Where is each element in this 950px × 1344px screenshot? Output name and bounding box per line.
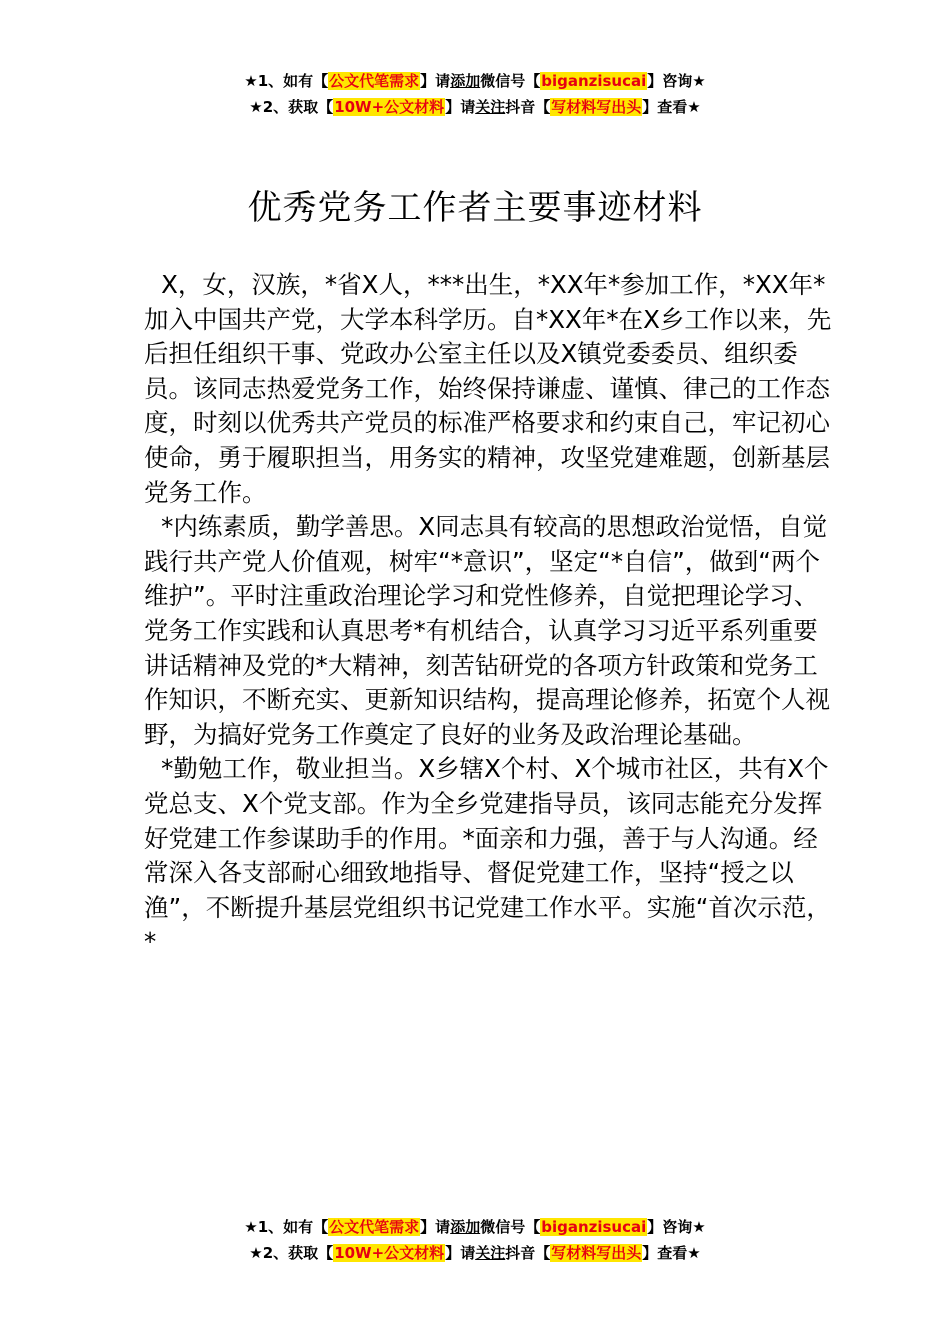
ad-text: ★1、如有【 xyxy=(244,72,329,90)
paragraph: *勤勉工作，敬业担当。X乡辖X个村、X个城市社区，共有X个党总支、X个党支部。作为全乡党建指导员，该同志能充分发挥好党建工作参谋助手的作用。*面亲和力强，善于与人沟通。经常深入各支部耐心细致地指导、督促党建工作，坚持“授之以渔”，不断提升基层党组织书记党建工作水平。实施“首次示范，* xyxy=(144,754,831,957)
paragraph: *内练素质，勤学善思。X同志具有较高的思想政治觉悟，自觉践行共产党人价值观，树牢“*意识”，坚定“*自信”，做到“两个维护”。平时注重政治理论学习和党性修养，自觉把理论学习、党务工作实践和认真思考*有机结合，认真学习习近平系列重要讲话精神及党的*大精神，刻苦钻研党的各项方针政策和党务工作知识，不断充实、更新知识结构，提高理论修养，拓宽个人视野，为搞好党务工作奠定了良好的业务及政治理论基础。 xyxy=(144,512,830,749)
document-title: 优秀党务工作者主要事迹材料 xyxy=(247,188,703,228)
ad-text: ★1、如有【 xyxy=(244,1218,329,1236)
ad-highlight-douyin-id: 写材料写出头 xyxy=(551,1244,642,1262)
ad-text: 】查看★ xyxy=(642,1244,701,1262)
ad-text: 抖音【 xyxy=(505,98,551,116)
top-ad-banner xyxy=(0,68,950,120)
ad-line-1 xyxy=(0,68,950,94)
ad-highlight: 公文代笔需求 xyxy=(329,1218,420,1236)
ad-highlight-wechat-id: biganzisucai xyxy=(541,1218,647,1236)
ad-highlight-douyin-id: 写材料写出头 xyxy=(551,98,642,116)
ad-text: 】请 xyxy=(420,72,451,90)
ad-text: 】请 xyxy=(420,1218,451,1236)
ad-underline: 添加 xyxy=(450,72,481,90)
ad-text: 】请 xyxy=(445,98,476,116)
ad-text: ★2、获取【 xyxy=(249,1244,334,1262)
ad-highlight: 10W+公文材料 xyxy=(334,1244,445,1262)
ad-underline: 添加 xyxy=(450,1218,481,1236)
ad-text: ★2、获取【 xyxy=(249,98,334,116)
ad-highlight-wechat-id: biganzisucai xyxy=(541,72,647,90)
ad-text: 】咨询★ xyxy=(647,72,706,90)
ad-text: 抖音【 xyxy=(505,1244,551,1262)
bottom-ad-banner xyxy=(0,1214,950,1266)
ad-line-2 xyxy=(0,1240,950,1266)
ad-line-1 xyxy=(0,1214,950,1240)
ad-text: 】查看★ xyxy=(642,98,701,116)
ad-text: 微信号【 xyxy=(480,72,541,90)
ad-highlight: 10W+公文材料 xyxy=(334,98,445,116)
ad-underline: 关注 xyxy=(475,98,506,116)
ad-text: 微信号【 xyxy=(480,1218,541,1236)
ad-underline: 关注 xyxy=(475,1244,506,1262)
document-body xyxy=(144,268,834,960)
paragraph: X，女，汉族，*省X人，***出生，*XX年*参加工作，*XX年*加入中国共产党，大学本科学历。自*XX年*在X乡工作以来，先后担任组织干事、党政办公室主任以及X镇党委委员、组织委员。该同志热爱党务工作，始终保持谦虚、谨慎、律己的工作态度，时刻以优秀共产党员的标准严格要求和约束自己，牢记初心使命，勇于履职担当，用务实的精神，攻坚党建难题，创新基层党务工作。 xyxy=(144,270,832,507)
ad-text: 】咨询★ xyxy=(647,1218,706,1236)
ad-highlight: 公文代笔需求 xyxy=(329,72,420,90)
ad-line-2 xyxy=(0,94,950,120)
ad-text: 】请 xyxy=(445,1244,476,1262)
